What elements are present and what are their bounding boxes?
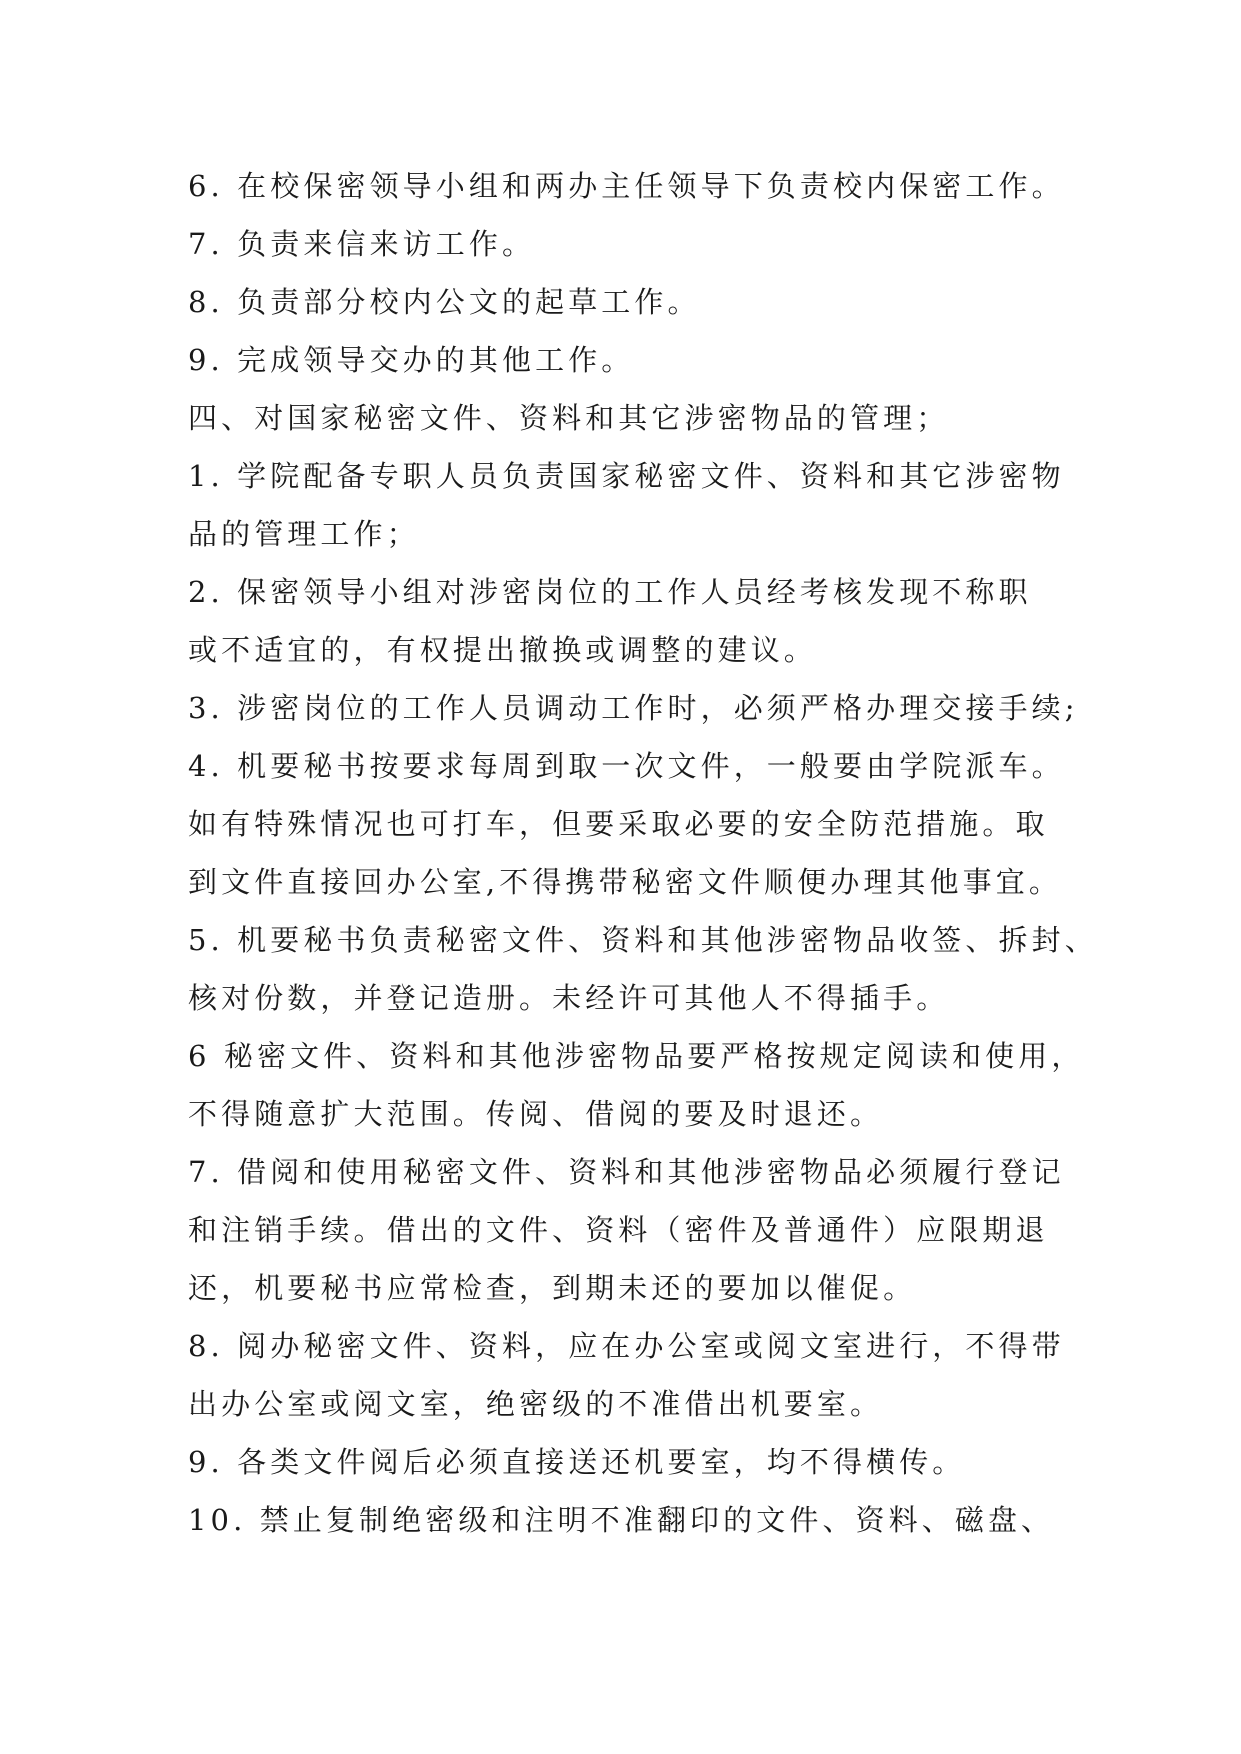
text-line: 或不适宜的，有权提出撤换或调整的建议。 [188, 633, 817, 667]
text-line: 5. 机要秘书负责秘密文件、资料和其他涉密物品收签、拆封、 [188, 923, 1098, 957]
text-line: 2. 保密领导小组对涉密岗位的工作人员经考核发现不称职 [188, 575, 1032, 609]
text-line: 7. 负责来信来访工作。 [188, 227, 536, 261]
text-line: 6. 在校保密领导小组和两办主任领导下负责校内保密工作。 [188, 169, 1065, 203]
text-line: 到文件直接回办公室,不得携带秘密文件顺便办理其他事宜。 [188, 865, 1062, 899]
text-line: 8. 阅办秘密文件、资料，应在办公室或阅文室进行，不得带 [188, 1329, 1065, 1363]
text-line: 1. 学院配备专职人员负责国家秘密文件、资料和其它涉密物 [188, 459, 1065, 493]
section-heading: 四、对国家秘密文件、资料和其它涉密物品的管理； [188, 401, 950, 435]
text-line: 9. 完成领导交办的其他工作。 [188, 343, 635, 377]
text-line: 8. 负责部分校内公文的起草工作。 [188, 285, 701, 319]
text-line: 还，机要秘书应常检查，到期未还的要加以催促。 [188, 1271, 917, 1305]
text-line: 6 秘密文件、资料和其他涉密物品要严格按规定阅读和使用， [188, 1039, 1085, 1073]
text-line: 如有特殊情况也可打车，但要采取必要的安全防范措施。取 [188, 807, 1049, 841]
text-line: 不得随意扩大范围。传阅、借阅的要及时退还。 [188, 1097, 884, 1131]
text-line: 品的管理工作； [188, 517, 420, 551]
text-line: 9. 各类文件阅后必须直接送还机要室，均不得横传。 [188, 1445, 966, 1479]
text-line: 7. 借阅和使用秘密文件、资料和其他涉密物品必须履行登记 [188, 1155, 1065, 1189]
text-line: 核对份数，并登记造册。未经许可其他人不得插手。 [188, 981, 950, 1015]
text-line: 10. 禁止复制绝密级和注明不准翻印的文件、资料、磁盘、 [188, 1503, 1055, 1537]
document-body [188, 157, 1098, 1549]
text-line: 3. 涉密岗位的工作人员调动工作时，必须严格办理交接手续; [188, 691, 1079, 725]
text-line: 和注销手续。借出的文件、资料（密件及普通件）应限期退 [188, 1213, 1049, 1247]
text-line: 出办公室或阅文室，绝密级的不准借出机要室。 [188, 1387, 884, 1421]
text-line: 4. 机要秘书按要求每周到取一次文件，一般要由学院派车。 [188, 749, 1065, 783]
